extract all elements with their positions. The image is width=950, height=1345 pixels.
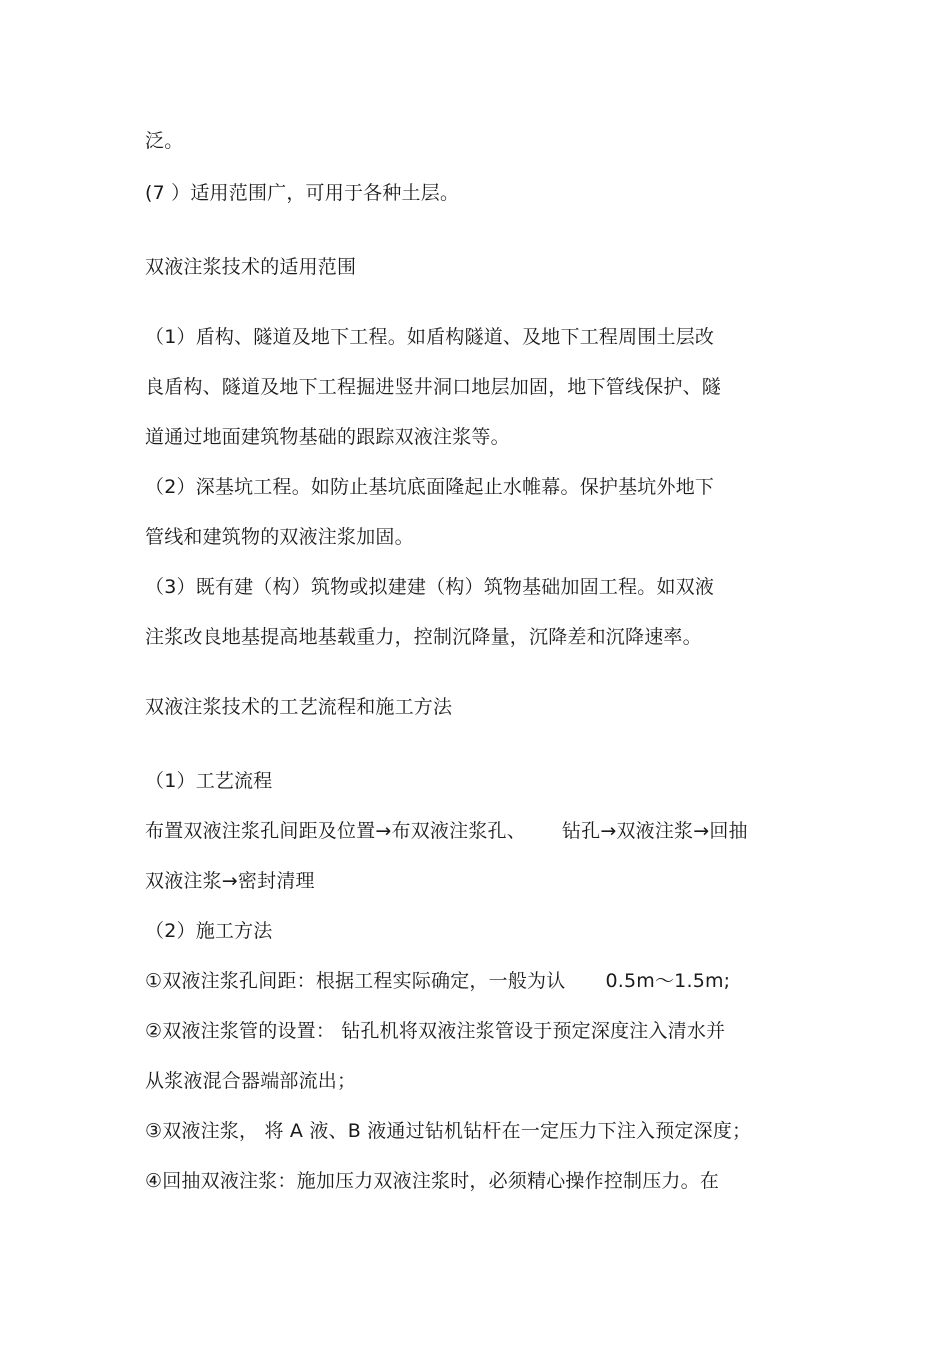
text-line-16-part-b: 0.5m～1.5m; bbox=[605, 970, 731, 992]
text-line-1: 泛。 bbox=[145, 130, 184, 152]
text-line-13-part-a: 布置双液注浆孔间距及位置→布双液注浆孔、 bbox=[145, 820, 526, 842]
text-line-13 bbox=[145, 818, 748, 844]
text-line-16 bbox=[145, 968, 730, 994]
text-line-16-part-a: ①双液注浆孔间距：根据工程实际确定，一般为认 bbox=[145, 970, 566, 992]
text-line-7: （2）深基坑工程。如防止基坑底面隆起止水帷幕。保护基坑外地下 bbox=[145, 476, 715, 498]
text-line-4: （1）盾构、隧道及地下工程。如盾构隧道、及地下工程周围土层改 bbox=[145, 326, 715, 348]
text-line-2: (7 ）适用范围广，可用于各种土层。 bbox=[145, 182, 460, 204]
text-line-8: 管线和建筑物的双液注浆加固。 bbox=[145, 526, 414, 548]
text-line-13-part-b: 钻孔→双液注浆→回抽 bbox=[561, 820, 748, 842]
text-line-5: 良盾构、隧道及地下工程掘进竖井洞口地层加固，地下管线保护、隧 bbox=[145, 376, 722, 398]
text-line-12: （1）工艺流程 bbox=[145, 770, 273, 792]
text-line-19: ③双液注浆， 将 A 液、B 液通过钻机钻杆在一定压力下注入预定深度； bbox=[145, 1120, 752, 1142]
text-line-17: ②双液注浆管的设置： 钻孔机将双液注浆管设于预定深度注入清水并 bbox=[145, 1020, 726, 1042]
text-line-20: ④回抽双液注浆：施加压力双液注浆时，必须精心操作控制压力。在 bbox=[145, 1170, 720, 1192]
text-line-18: 从浆液混合器端部流出； bbox=[145, 1070, 357, 1092]
text-line-9: （3）既有建（构）筑物或拟建建（构）筑物基础加固工程。如双液 bbox=[145, 576, 715, 598]
text-line-10: 注浆改良地基提高地基载重力，控制沉降量，沉降差和沉降速率。 bbox=[145, 626, 702, 648]
text-line-6: 道通过地面建筑物基础的跟踪双液注浆等。 bbox=[145, 426, 510, 448]
text-line-15: （2）施工方法 bbox=[145, 920, 273, 942]
text-line-14: 双液注浆→密封清理 bbox=[145, 870, 315, 892]
section-heading-process: 双液注浆技术的工艺流程和施工方法 bbox=[145, 696, 453, 718]
section-heading-scope: 双液注浆技术的适用范围 bbox=[145, 256, 357, 278]
